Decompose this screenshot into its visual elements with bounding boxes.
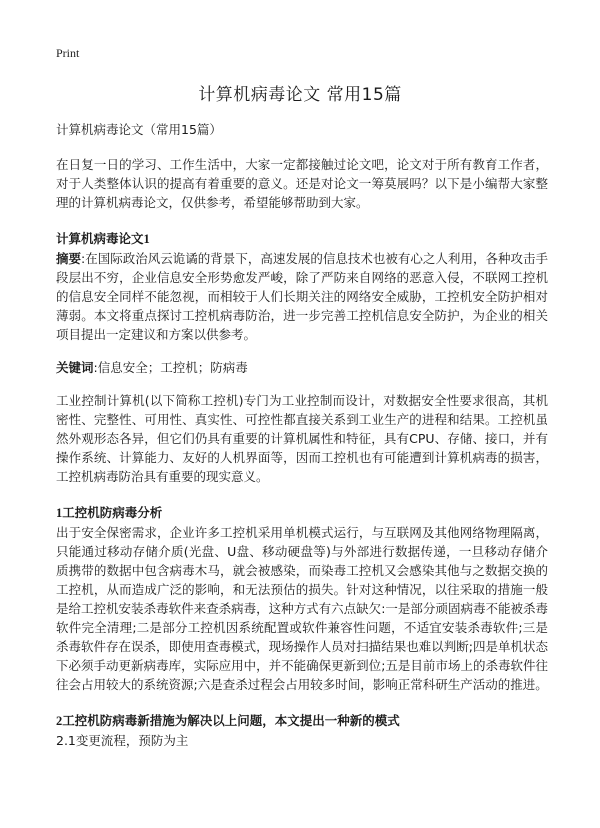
body-paragraph-1: 工业控制计算机(以下简称工控机)专门为工业控制而设计，对数据安全性要求很高，其机密性、完整性、可用性、真实性、可控性都直接关系到工业生产的进程和结果。工控机虽然外观形态各异，但它们仍具有重要的计算机属性和特征，具有CPU、存储、接口，并有操作系统、计算能力、友好的人机界面等，因而工控机也有可能遭到计算机病毒的损害，工控机病毒防治具有重要的现实意义。: [56, 393, 548, 484]
abstract-label: 摘要: [56, 251, 82, 266]
keywords-paragraph: [56, 358, 548, 377]
abstract-text: :在国际政治风云诡谲的背景下，高速发展的信息技术也被有心之人利用，各种攻击手段层出不穷，企业信息安全形势愈发严峻，除了严防来自网络的恶意入侵，不联网工控机的信息安全同样不能忽视，而相较于人们长期关注的网络安全威胁，工控机安全防护相对薄弱。本文将重点探讨工控机病毒防治，进一步完善工控机信息安全防护，为企业的相关项目提出一定建议和方案以供参考。: [56, 251, 548, 342]
keywords-text: :信息安全；工控机；防病毒: [93, 360, 248, 375]
section-heading-paper-1: 计算机病毒论文1: [56, 232, 150, 246]
print-link[interactable]: Print: [56, 46, 80, 60]
body-paragraph-2: 出于安全保密需求，企业许多工控机采用单机模式运行，与互联网及其他网络物理隔离，只能通过移动存储介质(光盘、U盘、移动硬盘等)与外部进行数据传递，一旦移动存储介质携带的数据中包含病毒木马，就会被感染，而染毒工控机又会感染其他与之数据交换的工控机，从而造成广泛的影响，和无法预估的损失。针对这种情况，以往采取的措施一般是给工控机安装杀毒软件来查杀病毒，这种方式有六点缺欠:一是部分顽固病毒不能被杀毒软件完全清理;二是部分工控机因系统配置或软件兼容性问题，不适宜安装杀毒软件;三是杀毒软件存在误杀，即使用查毒模式，现场操作人员对扫描结果也难以判断;四是单机状态下必须手动更新病毒库，实际应用中，并不能确保更新到位;五是目前市场上的杀毒软件往往会占用较大的系统资源;六是查杀过程会占用较多时间，影响正常科研生产活动的推进。: [56, 525, 548, 692]
section-heading-new-measures: 2工控机防病毒新措施为解决以上问题，本文提出一种新的模式: [56, 714, 400, 728]
page-title: 计算机病毒论文 常用15篇: [198, 85, 402, 105]
subsection-heading: 2.1变更流程，预防为主: [56, 733, 189, 748]
document-subtitle: 计算机病毒论文（常用15篇）: [56, 122, 222, 137]
document-body: [56, 120, 548, 750]
abstract-paragraph: [56, 249, 548, 344]
keywords-label: 关键词: [56, 360, 94, 375]
section-heading-analysis: 1工控机防病毒分析: [56, 506, 163, 520]
intro-paragraph: 在日复一日的学习、工作生活中，大家一定都接触过论文吧，论文对于所有教育工作者，对于人类整体认识的提高有着重要的意义。还是对论文一筹莫展吗？以下是小编帮大家整理的计算机病毒论文，仅供参考，希望能够帮助到大家。: [56, 157, 548, 210]
